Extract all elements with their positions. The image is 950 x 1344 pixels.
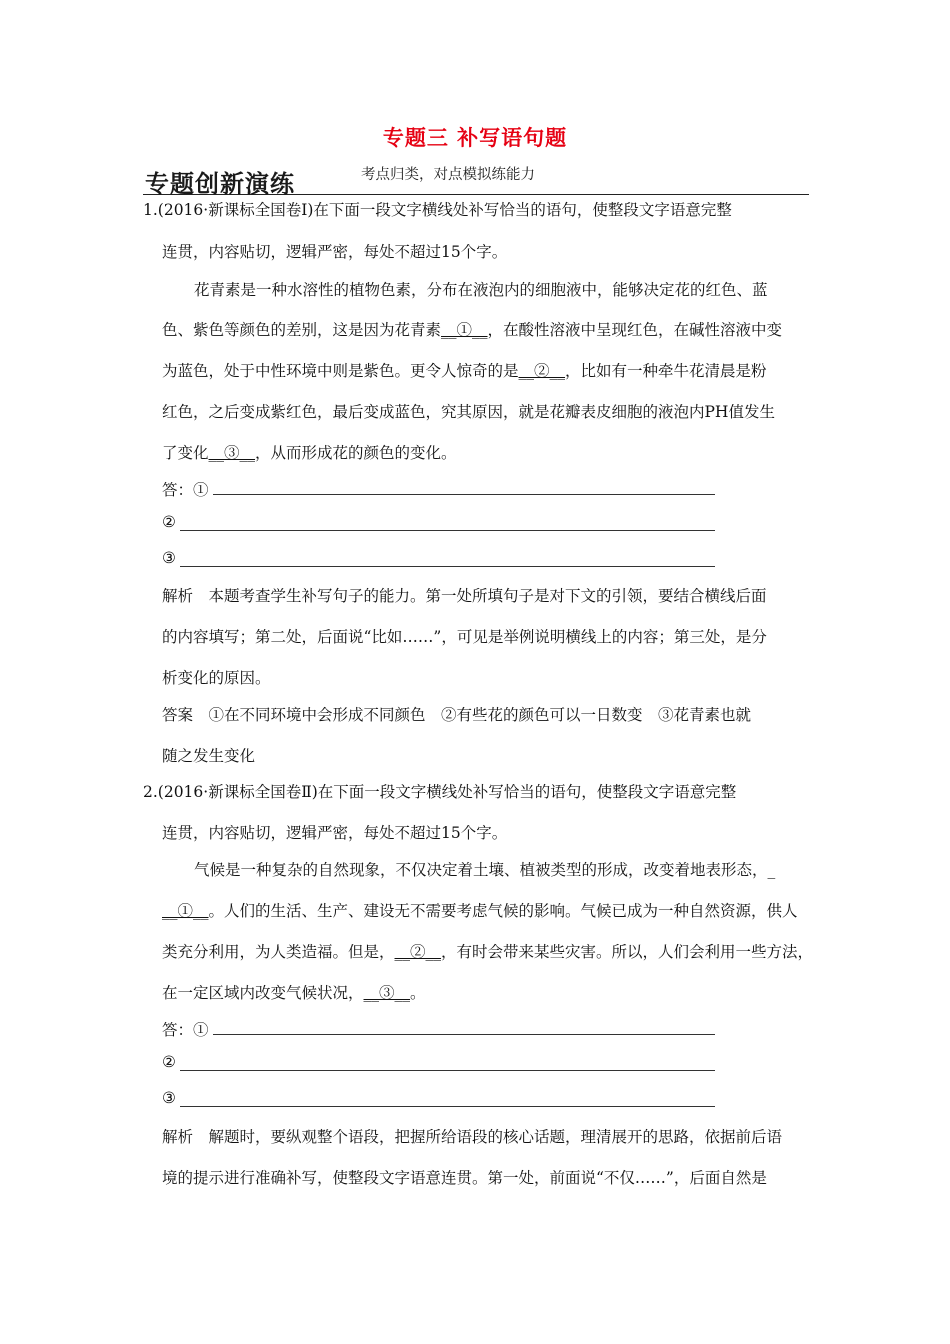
- q2-blank-1: __①__: [162, 902, 209, 920]
- q2-analysis-line-2: 境的提示进行准确补写，使整段文字语意连贯。第一处，前面说“不仅……”，后面自然是: [162, 1169, 767, 1187]
- q1-passage-line-3: 为蓝色，处于中性环境中则是紫色。更令人惊奇的是__②__，比如有一种牵牛花清晨是粉: [162, 362, 767, 380]
- q2-answer-label-3: ③: [162, 1089, 176, 1107]
- q2-blank-3: __③__: [363, 984, 411, 1002]
- q2-answer-line-2[interactable]: [180, 1070, 715, 1071]
- q2-passage-line-4: 在一定区域内改变气候状况，__③__。: [162, 984, 426, 1002]
- q1-blank-1: __①__: [441, 321, 488, 339]
- q1-passage-line-5: 了变化__③__，从而形成花的颜色的变化。: [162, 444, 457, 462]
- q2-answer-label-1: 答：①: [162, 1021, 209, 1039]
- q2-analysis-line-1: 解析 解题时，要纵观整个语段，把握所给语段的核心话题，理清展开的思路，依据前后语: [162, 1128, 783, 1146]
- section-tag: 专题创新演练: [145, 170, 295, 198]
- q1-answer-line-3[interactable]: [180, 566, 715, 567]
- section-subtitle: 考点归类，对点模拟练能力: [361, 167, 535, 183]
- q2-stem-line-2: 连贯，内容贴切，逻辑严密，每处不超过15个字。: [162, 824, 508, 842]
- q1-analysis-line-1: 解析 本题考查学生补写句子的能力。第一处所填句子是对下文的引领，要结合横线后面: [162, 587, 767, 605]
- section-header: [143, 158, 809, 198]
- q1-answer-label-1: 答：①: [162, 481, 209, 499]
- q1-answer-key-line-1: 答案 ①在不同环境中会形成不同颜色 ②有些花的颜色可以一日数变 ③花青素也就: [162, 706, 752, 724]
- q2-answer-label-2: ②: [162, 1053, 176, 1071]
- q1-analysis-line-3: 析变化的原因。: [162, 669, 271, 687]
- page-title: 专题三 补写语句题: [382, 126, 568, 150]
- q1-passage-line-1: 花青素是一种水溶性的植物色素，分布在液泡内的细胞液中，能够决定花的红色、蓝: [194, 281, 768, 299]
- q1-passage-line-4: 红色，之后变成紫红色，最后变成蓝色，究其原因，就是花瓣表皮细胞的液泡内PH值发生: [162, 403, 775, 421]
- q1-blank-3: __③__: [208, 444, 256, 462]
- q1-analysis-line-2: 的内容填写；第二处，后面说“比如……”，可见是举例说明横线上的内容；第三处，是分: [162, 628, 767, 646]
- q1-answer-key-line-2: 随之发生变化: [162, 747, 256, 765]
- q2-answer-line-3[interactable]: [180, 1106, 715, 1107]
- q2-passage-line-3: 类充分利用，为人类造福。但是，__②__，有时会带来某些灾害。所以，人们会利用一些方法，: [162, 943, 814, 961]
- q1-passage-line-2: 色、紫色等颜色的差别，这是因为花青素__①__，在酸性溶液中呈现红色，在碱性溶液中变: [162, 321, 783, 339]
- q2-passage-line-1: 气候是一种复杂的自然现象，不仅决定着土壤、植被类型的形成，改变着地表形态，_: [194, 861, 776, 879]
- q2-answer-line-1[interactable]: [213, 1034, 715, 1035]
- q1-stem-line-2: 连贯，内容贴切，逻辑严密，每处不超过15个字。: [162, 243, 508, 261]
- q1-stem-line-1: 1.(2016·新课标全国卷Ⅰ)在下面一段文字横线处补写恰当的语句，使整段文字语意完整: [143, 201, 732, 219]
- q2-passage-line-2: __①__。人们的生活、生产、建设无不需要考虑气候的影响。气候已成为一种自然资源，供人: [162, 902, 798, 920]
- q1-answer-line-2[interactable]: [180, 530, 715, 531]
- q1-answer-line-1[interactable]: [213, 494, 715, 495]
- q2-stem-line-1: 2.(2016·新课标全国卷Ⅱ)在下面一段文字横线处补写恰当的语句，使整段文字语意完整: [143, 783, 737, 801]
- q2-blank-2: __②__: [394, 943, 442, 961]
- q1-blank-2: __②__: [518, 362, 566, 380]
- q1-answer-label-3: ③: [162, 549, 176, 567]
- q1-answer-label-2: ②: [162, 513, 176, 531]
